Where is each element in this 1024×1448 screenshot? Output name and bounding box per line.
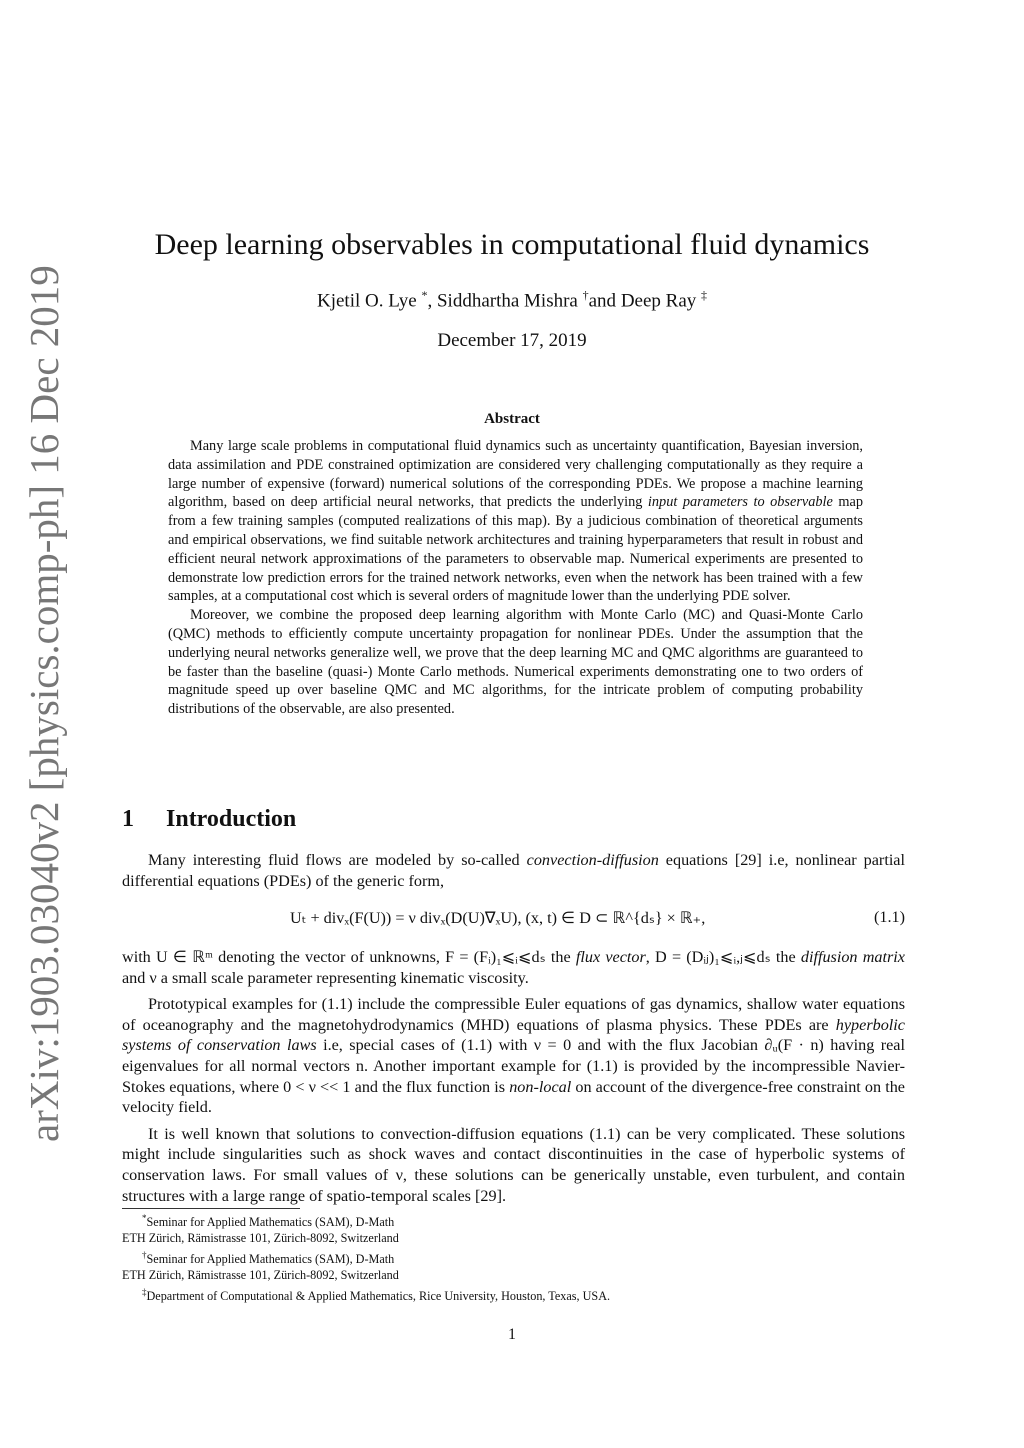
- footnote-text: Department of Computational & Applied Mathematics, Rice University, Houston, Texas, USA.: [146, 1288, 611, 1303]
- footnote: [122, 1284, 905, 1304]
- abstract-text: Many large scale problems in computational fluid dynamics such as uncertainty quantification, Bayesian inversion, data assimilation and PDE constrained optimization are considered very challenging computationally as they require a large number of expensive (forward) numerical solutions of the corresponding PDEs. We propose a machine learning algorithm, based on deep artificial neural networks, that predicts the underlying: [168, 438, 863, 511]
- abstract-emphasis: input parameters to observable: [647, 494, 833, 511]
- paper-date: December 17, 2019: [437, 330, 587, 351]
- body-emphasis: hyperbolic systems of conservation laws: [122, 1015, 905, 1055]
- equation-1-1: [122, 908, 905, 932]
- abstract-heading: Abstract: [484, 411, 540, 427]
- body-emphasis: flux vector: [575, 948, 646, 966]
- page-number: 1: [508, 1326, 516, 1343]
- footnote: [122, 1210, 905, 1230]
- body-text: i.e, special cases of (1.1) with ν = 0 and with the flux Jacobian ∂ᵤ(F · n) having real eigenvalues for all normal vectors n. Another important example for (1.1) is provided by the incompressible Navier-Stokes equations, where 0 < ν << 1 and the flux function is: [122, 1036, 905, 1096]
- footnote-mark: *: [421, 288, 428, 302]
- author-list: [0, 288, 1024, 312]
- body-emphasis: convection-diffusion: [526, 851, 659, 869]
- author-name: Kjetil O. Lye: [316, 290, 417, 312]
- body-text: Many interesting fluid flows are modeled by so-called: [148, 851, 527, 869]
- body-emphasis: diffusion matrix: [800, 948, 905, 966]
- footnote-mark: ‡: [142, 1286, 147, 1297]
- body-text: with U ∈ ℝᵐ denoting the vector of unknowns, F = (Fᵢ)₁⩽ᵢ⩽dₛ the: [122, 948, 576, 966]
- equation-number: (1.1): [873, 908, 905, 926]
- abstract-body: [168, 437, 863, 719]
- footnote: [122, 1247, 905, 1267]
- body-text: Prototypical examples for (1.1) include the compressible Euler equations of gas dynamics, shallow water equations of oceanography and the magnetohydrodynamics (MHD) equations of plasma physics. These PDEs are: [122, 995, 905, 1034]
- footnote-text: Seminar for Applied Mathematics (SAM), D-Math: [146, 1251, 395, 1266]
- footnote-rule: [122, 1208, 300, 1209]
- section-heading: [122, 806, 296, 833]
- footnote-line: ETH Zürich, Rämistrasse 101, Zürich-8092, Switzerland: [122, 1231, 399, 1246]
- abstract-paragraph: [168, 437, 863, 606]
- abstract-text: map from a few training samples (computed realizations of this map). By a judicious combination of theoretical arguments and empirical observations, we find suitable network architectures and training hyperparameters that result in robust and efficient neural network approximations of the parameters to observable map. Numerical experiments are presented to demonstrate low prediction errors for the trained network networks, even when the network has been trained with a few samples, at a computational cost which is several orders of magnitude lower than the underlying PDE solver.: [168, 494, 863, 605]
- author-separator: and: [588, 290, 621, 312]
- body-emphasis: non-local: [509, 1077, 572, 1096]
- author-name: Deep Ray: [620, 290, 697, 312]
- arxiv-stamp-text: arXiv:1903.03040v2 [physics.comp-ph] 16 Dec 2019: [21, 265, 67, 1142]
- footnote-mark: *: [142, 1213, 147, 1223]
- author-separator: ,: [427, 290, 437, 312]
- body-text: equations [29] i.e, nonlinear partial differential equations (PDEs) of the generic form,: [122, 851, 905, 890]
- footnote-mark: ‡: [701, 288, 708, 302]
- arxiv-identifier-stamp: [0, 0, 80, 1448]
- equation-body: Uₜ + divₓ(F(U)) = ν divₓ(D(U)∇ₓU), (x, t) ∈ D ⊂ ℝ^{dₛ} × ℝ₊,: [290, 909, 706, 927]
- footnote-text: Seminar for Applied Mathematics (SAM), D-Math: [146, 1215, 395, 1230]
- footnote-mark: †: [142, 1249, 147, 1260]
- body-paragraph: It is well known that solutions to convection-diffusion equations (1.1) can be very complicated. These solutions might include singularities such as shock waves and contact discontinuities in the case of hyperbolic systems of conservation laws. For small values of ν, these solutions can be generically unstable, even turbulent, and contain structures with a large range of spatio-temporal scales [29].: [122, 1124, 905, 1205]
- footnotes: [122, 1210, 905, 1304]
- footnote-line: ETH Zürich, Rämistrasse 101, Zürich-8092, Switzerland: [122, 1268, 399, 1283]
- abstract-paragraph: Moreover, we combine the proposed deep learning algorithm with Monte Carlo (MC) and Quasi-Monte Carlo (QMC) methods to efficiently compute uncertainty propagation for nonlinear PDEs. Under the assumption that the underlying neural networks generalize well, we prove that the deep learning MC and QMC algorithms are guaranteed to be faster than the baseline (quasi-) Monte Carlo methods. Numerical experiments demonstrating one to two orders of magnitude speed up over baseline QMC and MC algorithms, for the intricate problem of computing probability distributions of the observable, are also presented.: [168, 607, 863, 718]
- section-number: 1: [122, 806, 134, 832]
- body-paragraph: [122, 947, 905, 988]
- body-text: and ν a small scale parameter representing kinematic viscosity.: [122, 968, 529, 987]
- paper-title: Deep learning observables in computational fluid dynamics: [154, 228, 870, 261]
- body-text: on account of the divergence-free constraint on the velocity field.: [122, 1077, 905, 1117]
- intro-paragraph-1: [122, 850, 905, 891]
- author-name: Siddhartha Mishra: [436, 290, 578, 312]
- body-paragraph: [122, 994, 905, 1118]
- footnote-mark: †: [582, 288, 589, 302]
- intro-paragraphs: [122, 947, 905, 1206]
- section-title: Introduction: [166, 806, 297, 832]
- body-text: , D = (Dᵢⱼ)₁⩽ᵢ,ⱼ⩽dₛ the: [645, 948, 801, 966]
